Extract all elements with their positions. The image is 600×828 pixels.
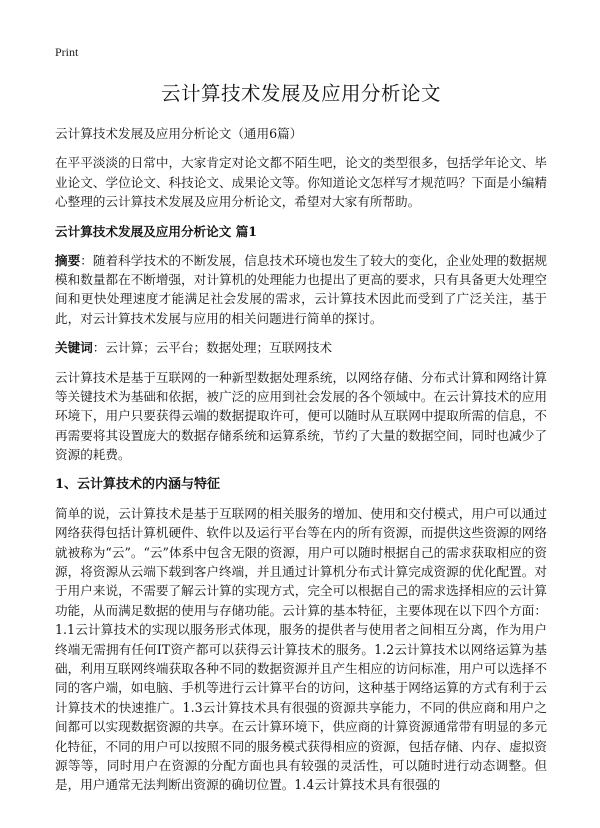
document-title: 云计算技术发展及应用分析论文 xyxy=(160,82,441,105)
abstract-text: ：随着科学技术的不断发展，信息技术环境也发生了较大的变化，企业处理的数据规模和数量都在不断增强，对计算机的处理能力也提出了更高的要求，只有具备更大处理空间和更快处理速度才能满足社会发展的需求，云计算技术因此而受到了广泛关注，基于此，对云计算技术发展与应用的相关问题进行简单的探讨。 xyxy=(55,252,548,326)
abstract-paragraph xyxy=(55,251,547,329)
document-subtitle: 云计算技术发展及应用分析论文（通用6篇） xyxy=(55,126,303,141)
keywords-paragraph xyxy=(55,338,547,357)
document-page xyxy=(55,44,547,805)
subsection-heading-1: 1、云计算技术的内涵与特征 xyxy=(55,476,221,492)
section-heading: 云计算技术发展及应用分析论文 篇1 xyxy=(55,223,258,239)
body-paragraph-2: 简单的说，云计算技术是基于互联网的相关服务的增加、使用和交付模式，用户可以通过网络获得包括计算机硬件、软件以及运行平台等在内的所有资源，而提供这些资源的网络就被称为“云”。“云”体系中包含无限的资源，用户可以随时根据自己的需求获取相应的资源，将资源从云端下载到客户终端，并且通过计算机分布式计算完成资源的优化配置。对于用户来说，不需要了解云计算的实现方式，完全可以根据自己的需求选择相应的云计算功能，从而满足数据的使用与存储功能。云计算的基本特征，主要体现在以下四个方面：1.1云计算技术的实现以服务形式体现，服务的提供者与使用者之间相互分离，作为用户终端无需拥有任何IT资产都可以获得云计算技术的服务。1.2云计算技术以网络运算为基础，利用互联网终端获取各种不同的数据资源并且产生相应的访问标准，用户可以选择不同的客户端，如电脑、手机等进行云计算平台的访问，这种基于网络运算的方式有利于云计算技术的快速推广。1.3云计算技术具有很强的资源共享能力，不同的供应商和用户之间都可以实现数据资源的共享。在云计算环境下，供应商的计算资源通常带有明显的多元化特征，不同的用户可以按照不同的服务模式获得相应的资源，包括存储、内存、虚拟资源等等，同时用户在资源的分配方面也具有较强的灵活性，可以随时进行动态调整。但是，用户通常无法判断出资源的确切位置。1.4云计算技术具有很强的 xyxy=(55,505,547,793)
keywords-label: 关键词 xyxy=(55,340,93,356)
abstract-label: 摘要 xyxy=(55,252,81,268)
keywords-text: ：云计算；云平台；数据处理；互联网技术 xyxy=(92,340,333,356)
print-link[interactable]: Print xyxy=(55,45,79,59)
intro-paragraph: 在平平淡淡的日常中，大家肯定对论文都不陌生吧，论文的类型很多，包括学年论文、毕业论文、学位论文、科技论文、成果论文等。你知道论文怎样写才规范吗？下面是小编精心整理的云计算技术发展及应用分析论文，希望对大家有所帮助。 xyxy=(55,155,547,210)
body-paragraph-1: 云计算技术是基于互联网的一种新型数据处理系统，以网络存储、分布式计算和网络计算等关键技术为基础和依据，被广泛的应用到社会发展的各个领域中。在云计算技术的应用环境下，用户只要获得云端的数据提取许可，便可以随时从互联网中提取所需的信息，不再需要将其设置庞大的数据存储系统和运算系统，节约了大量的数据空间，同时也减少了资源的耗费。 xyxy=(55,369,547,463)
